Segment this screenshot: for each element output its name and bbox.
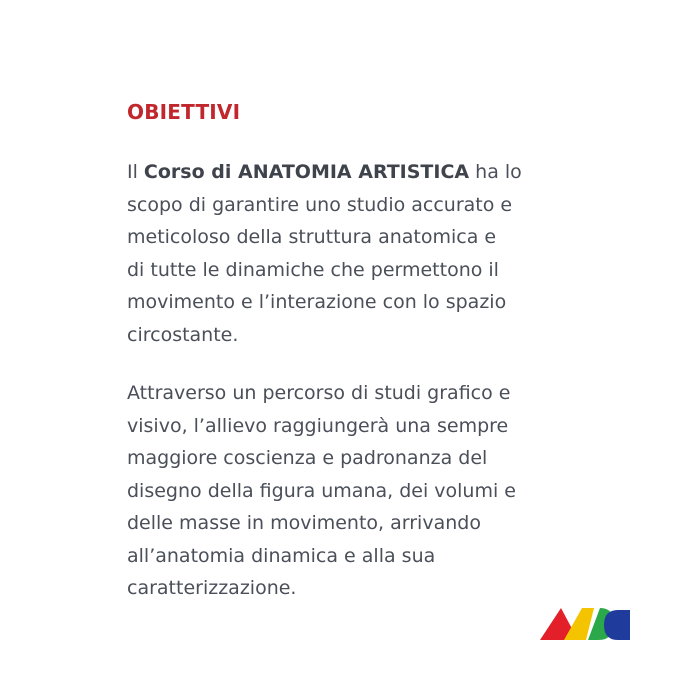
paragraph-line: meticoloso della struttura anatomica e — [127, 226, 497, 248]
paragraph-line: all’anatomia dinamica e alla sua — [127, 544, 436, 567]
paragraph-intro — [127, 156, 597, 351]
blue-c-shape — [604, 610, 630, 640]
paragraph-details — [127, 377, 597, 605]
paragraph-line: Attraverso un percorso di studi grafico e — [127, 382, 511, 404]
paragraph-line: delle masse in movimento, arrivando — [127, 512, 481, 534]
course-name-bold: Corso di ANATOMIA ARTISTICA — [143, 161, 470, 183]
colored-shapes-logo-icon — [540, 606, 632, 640]
paragraph-line: movimento e l’interazione con lo spazio — [127, 291, 507, 313]
paragraph-line: caratterizzazione. — [127, 577, 297, 599]
text-segment: Il — [127, 161, 144, 183]
paragraph-line: maggiore coscienza e padronanza del — [127, 447, 488, 469]
paragraph-line: scopo di garantire uno studio accurato e — [127, 193, 513, 216]
paragraph-line: circostante. — [127, 323, 239, 346]
paragraph-line — [127, 156, 597, 189]
section-heading: OBIETTIVI — [127, 100, 241, 124]
paragraph-line: disegno della figura umana, dei volumi e — [127, 479, 516, 502]
paragraph-line: visivo, l’allievo raggiungerà una sempre — [127, 414, 509, 437]
paragraph-line: di tutte le dinamiche che permettono il — [127, 258, 499, 281]
text-segment: ha lo — [469, 161, 522, 183]
